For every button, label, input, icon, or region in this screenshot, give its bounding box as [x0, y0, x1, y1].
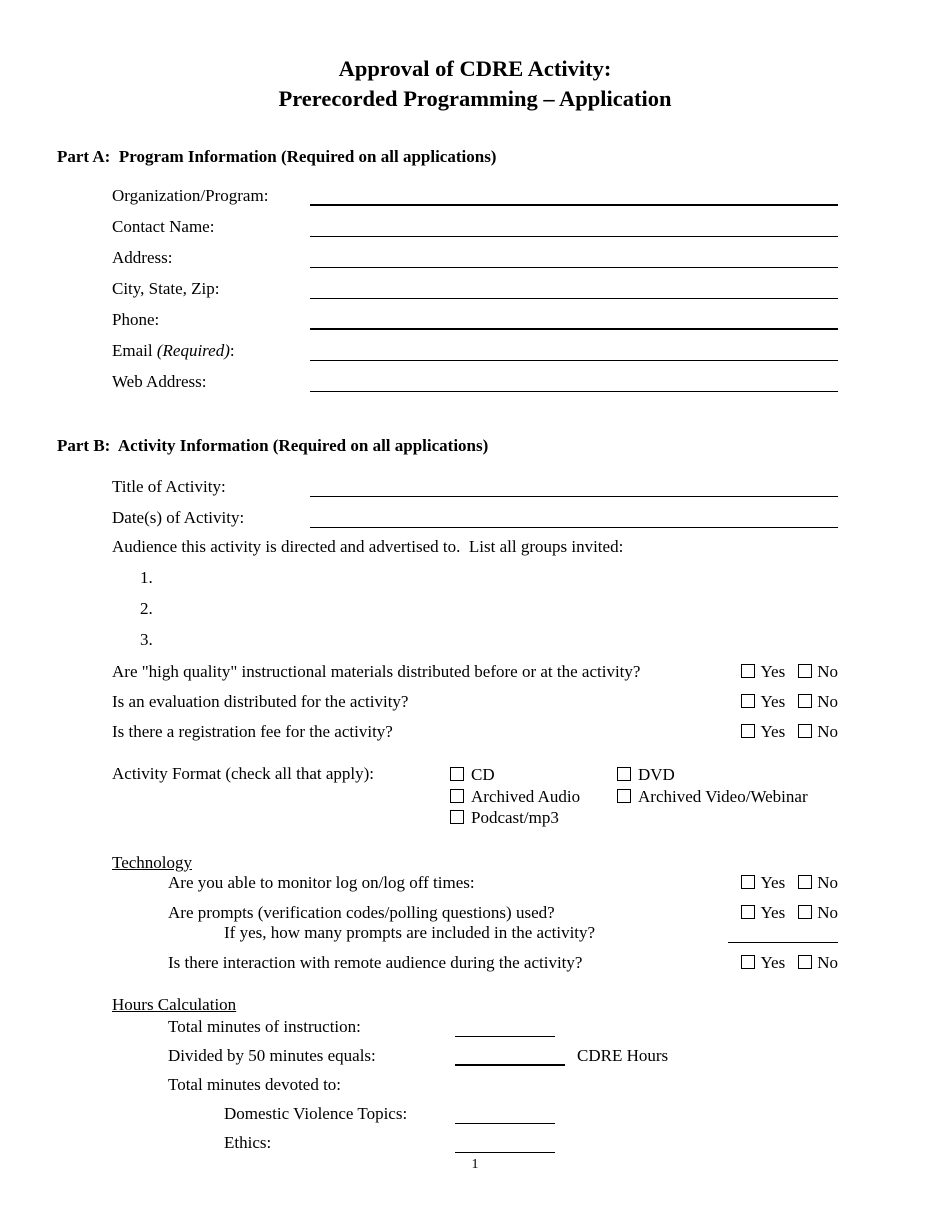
interaction-yes-no-group: [741, 953, 838, 973]
dates-of-activity-input[interactable]: [310, 505, 838, 528]
materials-yes-no-group: [741, 662, 838, 682]
hours-calculation-heading: Hours Calculation: [112, 994, 237, 1014]
materials-question: Are "high quality" instructional materials distributed before or at the activity?: [112, 662, 641, 682]
domestic-violence-minutes-input[interactable]: [455, 1105, 555, 1124]
page-title: [0, 0, 950, 113]
address-label: Address:: [112, 248, 173, 268]
hours-row: [224, 1104, 838, 1124]
phone-label: Phone:: [112, 310, 160, 330]
materials-no-checkbox[interactable]: [798, 664, 812, 678]
prompts-count-input[interactable]: [728, 926, 838, 943]
yes-label: Yes: [760, 952, 786, 972]
field-row: [112, 175, 838, 206]
hours-row: [168, 1075, 838, 1095]
format-column-2: [617, 764, 808, 829]
prompts-yes-checkbox[interactable]: [741, 905, 755, 919]
email-required-note: (Required): [156, 341, 230, 361]
format-column-1: [450, 764, 617, 829]
divided-by-50-label: Divided by 50 minutes equals:: [168, 1045, 376, 1065]
technology-heading: Technology: [112, 852, 193, 872]
registration-yes-no-group: [741, 722, 838, 742]
prompts-question: Are prompts (verification codes/polling questions) used?: [168, 902, 555, 922]
registration-fee-question: Is there a registration fee for the activity?: [112, 722, 393, 742]
minutes-devoted-label: Total minutes devoted to:: [168, 1074, 342, 1094]
part-a-fields: [112, 175, 838, 392]
web-address-label: Web Address:: [112, 372, 207, 392]
evaluation-yes-checkbox[interactable]: [741, 694, 755, 708]
hours-row: [224, 1133, 838, 1153]
format-option: [450, 807, 617, 829]
no-label: No: [817, 872, 838, 892]
yes-label: Yes: [760, 692, 786, 712]
evaluation-question: Is an evaluation distributed for the activity?: [112, 692, 409, 712]
organization-input[interactable]: [310, 182, 838, 206]
cdre-hours-label: CDRE Hours: [577, 1045, 669, 1065]
audience-item-2-input[interactable]: [170, 597, 838, 619]
yes-label: Yes: [760, 722, 786, 742]
field-row: [112, 466, 838, 497]
total-minutes-label: Total minutes of instruction:: [168, 1016, 361, 1036]
interaction-no-checkbox[interactable]: [798, 955, 812, 969]
city-state-zip-label: City, State, Zip:: [112, 279, 220, 299]
prompts-count-question: If yes, how many prompts are included in the activity?: [224, 922, 596, 942]
no-label: No: [817, 722, 838, 742]
city-state-zip-input[interactable]: [310, 276, 838, 299]
field-row: [112, 206, 838, 237]
evaluation-yes-no-group: [741, 692, 838, 712]
activity-format-section: [112, 764, 838, 829]
hours-row: [168, 1017, 838, 1037]
dates-of-activity-label: Date(s) of Activity:: [112, 508, 245, 528]
field-row: [112, 361, 838, 392]
email-label: [112, 341, 310, 361]
dvd-checkbox[interactable]: [617, 767, 631, 781]
podcast-mp3-label: Podcast/mp3: [471, 808, 559, 828]
registration-yes-checkbox[interactable]: [741, 724, 755, 738]
ethics-minutes-input[interactable]: [455, 1134, 555, 1153]
remote-interaction-question: Is there interaction with remote audience during the activity?: [168, 952, 583, 972]
no-label: No: [817, 692, 838, 712]
cdre-hours-input[interactable]: [455, 1046, 565, 1066]
archived-audio-label: Archived Audio: [471, 786, 581, 806]
archived-video-webinar-checkbox[interactable]: [617, 789, 631, 803]
title-line-1: Approval of CDRE Activity:: [338, 56, 612, 81]
field-row: [112, 497, 838, 528]
question-row: [168, 873, 838, 893]
audience-item-1-input[interactable]: [170, 566, 838, 588]
monitor-log-question: Are you able to monitor log on/log off times:: [168, 872, 475, 892]
list-item: [140, 557, 838, 588]
activity-format-label: Activity Format (check all that apply):: [112, 764, 375, 784]
part-b-heading: Part B: Activity Information (Required on all applications): [57, 436, 489, 456]
organization-label: Organization/Program:: [112, 186, 269, 206]
audience-item-1-number: 1.: [140, 568, 153, 588]
contact-name-label: Contact Name:: [112, 217, 215, 237]
audience-list: [140, 557, 838, 650]
registration-no-checkbox[interactable]: [798, 724, 812, 738]
no-label: No: [817, 952, 838, 972]
podcast-mp3-checkbox[interactable]: [450, 810, 464, 824]
yes-label: Yes: [760, 872, 786, 892]
cd-label: CD: [471, 765, 495, 785]
format-option: [450, 764, 617, 786]
contact-name-input[interactable]: [310, 214, 838, 237]
total-minutes-input[interactable]: [455, 1018, 555, 1037]
page-number: 1: [471, 1156, 479, 1172]
yes-label: Yes: [760, 902, 786, 922]
audience-item-3-input[interactable]: [170, 628, 838, 650]
question-row: [168, 903, 838, 923]
list-item: [140, 588, 838, 619]
field-row: [112, 330, 838, 361]
field-row: [112, 237, 838, 268]
part-a-heading: Part A: Program Information (Required on all applications): [57, 147, 497, 167]
title-line-2: Prerecorded Programming – Application: [278, 85, 672, 111]
archived-audio-checkbox[interactable]: [450, 789, 464, 803]
format-option: [450, 786, 617, 808]
list-item: [140, 619, 838, 650]
web-address-input[interactable]: [310, 369, 838, 392]
hours-row: [168, 1046, 838, 1066]
email-label-text: Email: [112, 341, 157, 361]
evaluation-no-checkbox[interactable]: [798, 694, 812, 708]
cd-checkbox[interactable]: [450, 767, 464, 781]
question-row: [112, 662, 838, 682]
prompts-count-row: [224, 923, 838, 943]
email-input[interactable]: [310, 338, 838, 361]
field-row: [112, 299, 838, 330]
audience-item-2-number: 2.: [140, 599, 153, 619]
audience-prompt: Audience this activity is directed and advertised to. List all groups invited:: [112, 537, 624, 557]
no-label: No: [817, 662, 838, 682]
archived-video-webinar-label: Archived Video/Webinar: [638, 786, 808, 806]
format-option: [617, 764, 808, 786]
monitor-yes-no-group: [741, 873, 838, 893]
dvd-label: DVD: [638, 765, 675, 785]
domestic-violence-topics-label: Domestic Violence Topics:: [224, 1103, 408, 1123]
yes-label: Yes: [760, 662, 786, 682]
part-b-section: [112, 466, 838, 1153]
title-of-activity-input[interactable]: [310, 474, 838, 497]
prompts-yes-no-group: [741, 903, 838, 923]
address-input[interactable]: [310, 245, 838, 268]
audience-item-3-number: 3.: [140, 630, 153, 650]
question-row: [112, 722, 838, 742]
prompts-no-checkbox[interactable]: [798, 905, 812, 919]
title-of-activity-label: Title of Activity:: [112, 477, 226, 497]
no-label: No: [817, 902, 838, 922]
ethics-label: Ethics:: [224, 1132, 272, 1152]
question-row: [168, 953, 838, 973]
question-row: [112, 692, 838, 712]
phone-input[interactable]: [310, 306, 838, 330]
field-row: [112, 268, 838, 299]
format-option: [617, 786, 808, 808]
interaction-yes-checkbox[interactable]: [741, 955, 755, 969]
monitor-yes-checkbox[interactable]: [741, 875, 755, 889]
monitor-no-checkbox[interactable]: [798, 875, 812, 889]
email-label-colon: :: [229, 341, 235, 361]
materials-yes-checkbox[interactable]: [741, 664, 755, 678]
